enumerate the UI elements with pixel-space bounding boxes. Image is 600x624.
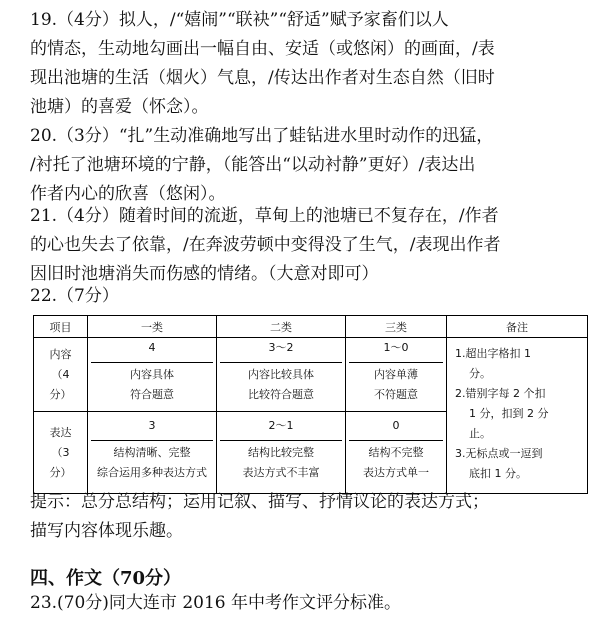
row-label-line: （3 bbox=[51, 445, 70, 459]
criteria-line: 结构比较完整 bbox=[248, 446, 314, 459]
row-label-line: 内容 bbox=[49, 347, 72, 361]
criteria-line: 比较符合题意 bbox=[248, 388, 314, 401]
criteria-line: 内容比较具体 bbox=[248, 368, 314, 381]
row-label-line: 表达 bbox=[49, 425, 72, 439]
tip-paragraph bbox=[30, 488, 585, 546]
note-line: 2.错别字每 2 个扣 bbox=[455, 387, 546, 400]
criteria-line: 综合运用多种表达方式 bbox=[97, 466, 207, 479]
header-class-3: 三类 bbox=[346, 316, 447, 338]
answer-22-title-text: 22.（7分） bbox=[30, 286, 119, 306]
score-value: 1～0 bbox=[383, 341, 409, 354]
answer-20-line: /衬托了池塘环境的宁静，（能答出“以动衬静”更好）/表达出 bbox=[30, 155, 476, 175]
note-line: 底扣 1 分。 bbox=[469, 467, 527, 480]
criteria-box bbox=[349, 440, 443, 485]
answer-19-line: 的情态，生动地勾画出一幅自由、安适（或悠闲）的画面，/表 bbox=[30, 39, 495, 59]
note-line: 止。 bbox=[469, 427, 491, 440]
note-line: 分。 bbox=[469, 367, 491, 380]
expression-class-1-cell bbox=[88, 412, 217, 494]
criteria-box bbox=[91, 362, 213, 407]
criteria-line: 符合题意 bbox=[130, 388, 174, 401]
answer-19 bbox=[30, 6, 585, 122]
row-label-content bbox=[34, 338, 88, 412]
criteria-line: 内容具体 bbox=[130, 368, 174, 381]
criteria-box bbox=[349, 362, 443, 407]
content-class-1-cell bbox=[88, 338, 217, 412]
answer-22-title bbox=[30, 282, 585, 311]
score-value: 3 bbox=[148, 419, 156, 432]
row-label-expression bbox=[34, 412, 88, 494]
notes-cell bbox=[447, 338, 588, 494]
row-label-line: 分） bbox=[49, 387, 72, 401]
criteria-line: 表达方式不丰富 bbox=[242, 466, 320, 479]
tip-line: 描写内容体现乐趣。 bbox=[30, 521, 183, 541]
criteria-line: 结构不完整 bbox=[368, 446, 424, 459]
row-label-line: 分） bbox=[49, 465, 72, 479]
answer-19-line: 19.（4分）拟人，/“嬉闹”“联袂”“舒适”赋予家畜们以人 bbox=[30, 10, 449, 30]
section-heading: 四、作文（70分） bbox=[30, 568, 182, 589]
table-row-content bbox=[34, 338, 588, 412]
criteria-box bbox=[91, 440, 213, 485]
note-line: 1.超出字格扣 1 bbox=[455, 347, 531, 360]
tip-line: 提示：总分总结构；运用记叙、描写、抒情议论的表达方式； bbox=[30, 492, 489, 512]
note-line: 3.无标点或一逗到 bbox=[455, 447, 543, 460]
score-value: 0 bbox=[392, 419, 400, 432]
answer-23: 23.(70分)同大连市 2016 年中考作文评分标准。 bbox=[30, 593, 402, 613]
row-label-line: （4 bbox=[51, 367, 70, 381]
criteria-line: 不符题意 bbox=[374, 388, 418, 401]
answer-21 bbox=[30, 202, 585, 289]
table-header-row bbox=[34, 316, 588, 338]
content-class-2-cell bbox=[217, 338, 346, 412]
header-notes: 备注 bbox=[447, 316, 588, 338]
criteria-box bbox=[220, 362, 342, 407]
answer-20-line: 20.（3分）“扎”生动准确地写出了蛙钻进水里时动作的迅猛， bbox=[30, 126, 494, 146]
criteria-box bbox=[220, 440, 342, 485]
answer-21-line: 21.（4分）随着时间的流逝，草甸上的池塘已不复存在，/作者 bbox=[30, 206, 499, 226]
score-value: 2～1 bbox=[268, 419, 294, 432]
score-value: 4 bbox=[148, 341, 156, 354]
header-class-2: 二类 bbox=[217, 316, 346, 338]
criteria-line: 内容单薄 bbox=[374, 368, 418, 381]
answer-20-line: 作者内心的欣喜（悠闲）。 bbox=[30, 184, 226, 204]
answer-21-line: 因旧时池塘消失而伤感的情绪。（大意对即可） bbox=[30, 264, 379, 284]
header-class-1: 一类 bbox=[88, 316, 217, 338]
criteria-line: 表达方式单一 bbox=[363, 466, 429, 479]
expression-class-2-cell bbox=[217, 412, 346, 494]
answer-21-line: 的心也失去了依靠，/在奔波劳顿中变得没了生气，/表现出作者 bbox=[30, 235, 501, 255]
content-class-3-cell bbox=[346, 338, 447, 412]
note-line: 1 分，扣到 2 分 bbox=[469, 407, 549, 420]
score-value: 3～2 bbox=[268, 341, 294, 354]
answer-19-line: 池塘）的喜爱（怀念）。 bbox=[30, 97, 209, 117]
expression-class-3-cell bbox=[346, 412, 447, 494]
answer-20 bbox=[30, 122, 585, 209]
header-item: 项目 bbox=[34, 316, 88, 338]
criteria-line: 结构清晰、完整 bbox=[113, 446, 191, 459]
scoring-table bbox=[33, 315, 588, 494]
answer-19-line: 现出池塘的生活（烟火）气息，/传达出作者对生态自然（旧时 bbox=[30, 68, 495, 88]
